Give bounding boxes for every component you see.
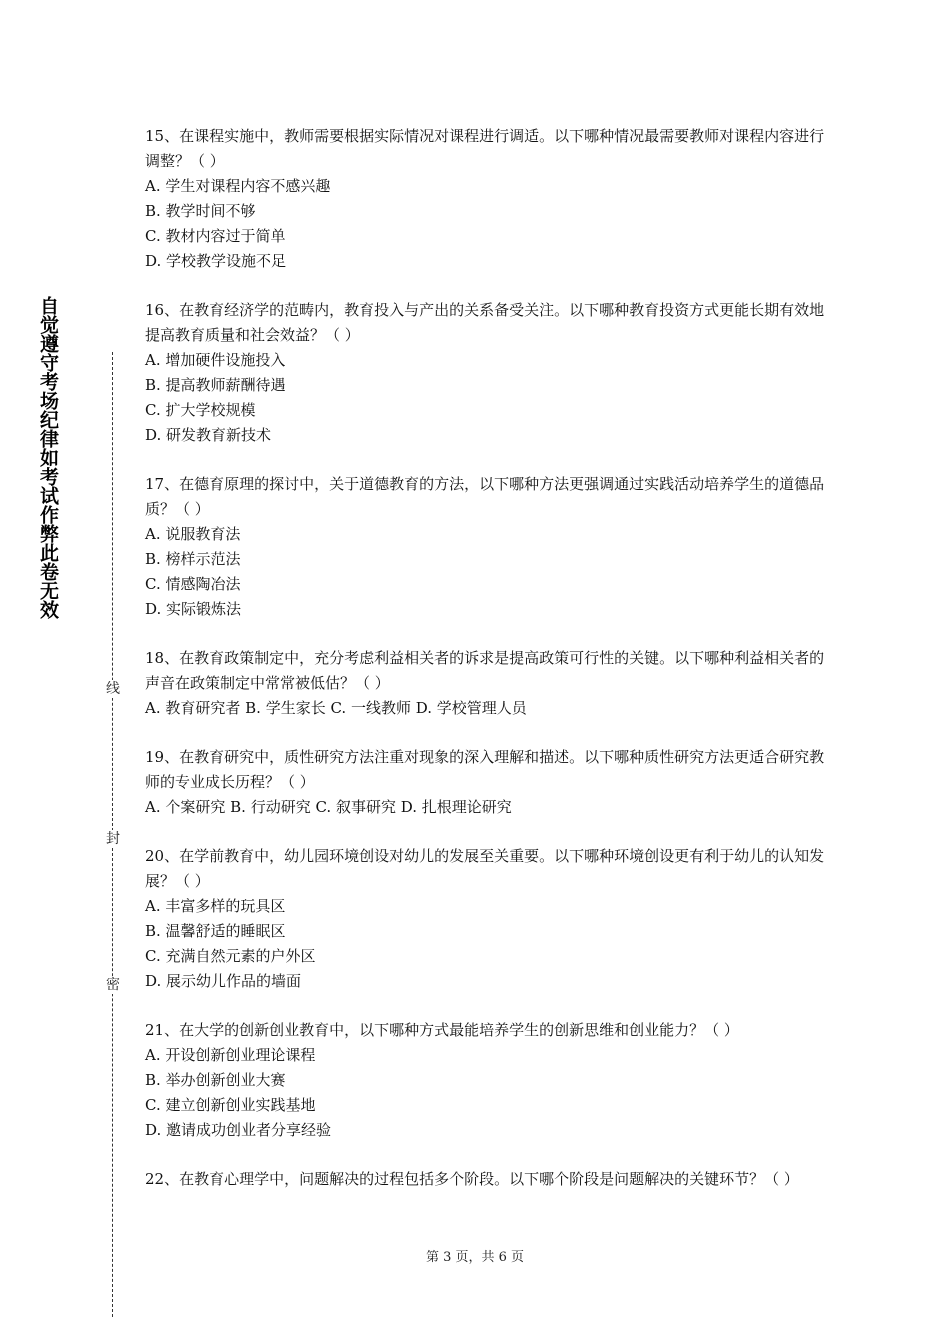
exam-discipline-notice: 自觉遵守考场纪律如考试作弊此卷无效	[37, 296, 59, 619]
question-21	[145, 1018, 825, 1143]
question-16	[145, 298, 825, 448]
question-22	[145, 1167, 825, 1192]
option-d: D. 实际锻炼法	[145, 600, 242, 618]
binding-mark-line: 线	[106, 681, 120, 697]
question-stem: 18、在教育政策制定中，充分考虑利益相关者的诉求是提高政策可行性的关键。以下哪种利益相关者的声音在政策制定中常常被低估？（ ）	[145, 649, 825, 692]
question-15	[145, 124, 825, 274]
question-stem: 19、在教育研究中，质性研究方法注重对现象的深入理解和描述。以下哪种质性研究方法更适合研究教师的专业成长历程？（ ）	[145, 748, 825, 791]
option-d: D. 展示幼儿作品的墙面	[145, 972, 302, 990]
inline-options: A. 教育研究者 B. 学生家长 C. 一线教师 D. 学校管理人员	[145, 699, 527, 717]
question-19	[145, 745, 825, 820]
question-18	[145, 646, 825, 721]
question-20	[145, 844, 825, 994]
option-a: A. 学生对课程内容不感兴趣	[145, 177, 331, 195]
option-a: A. 增加硬件设施投入	[145, 351, 286, 369]
option-c: C. 教材内容过于简单	[145, 227, 286, 245]
question-stem: 17、在德育原理的探讨中，关于道德教育的方法，以下哪种方法更强调通过实践活动培养学生的道德品质？（ ）	[145, 475, 825, 518]
option-b: B. 榜样示范法	[145, 550, 241, 568]
option-b: B. 举办创新创业大赛	[145, 1071, 286, 1089]
option-a: A. 开设创新创业理论课程	[145, 1046, 316, 1064]
option-c: C. 扩大学校规模	[145, 401, 256, 419]
question-stem: 20、在学前教育中，幼儿园环境创设对幼儿的发展至关重要。以下哪种环境创设更有利于幼儿的认知发展？（ ）	[145, 847, 825, 890]
option-d: D. 研发教育新技术	[145, 426, 272, 444]
option-c: C. 情感陶冶法	[145, 575, 241, 593]
question-list	[145, 124, 825, 1216]
inline-options: A. 个案研究 B. 行动研究 C. 叙事研究 D. 扎根理论研究	[145, 798, 512, 816]
option-b: B. 提高教师薪酬待遇	[145, 376, 286, 394]
option-b: B. 教学时间不够	[145, 202, 256, 220]
question-stem: 21、在大学的创新创业教育中，以下哪种方式最能培养学生的创新思维和创业能力？（ ）	[145, 1021, 739, 1039]
question-stem: 22、在教育心理学中，问题解决的过程包括多个阶段。以下哪个阶段是问题解决的关键环节？（ ）	[145, 1170, 799, 1188]
page-number: 第 3 页，共 6 页	[425, 1250, 525, 1265]
question-stem: 15、在课程实施中，教师需要根据实际情况对课程进行调适。以下哪种情况最需要教师对课程内容进行调整？（ ）	[145, 127, 825, 170]
question-17	[145, 472, 825, 622]
question-stem: 16、在教育经济学的范畴内，教育投入与产出的关系备受关注。以下哪种教育投资方式更能长期有效地提高教育质量和社会效益？（ ）	[145, 301, 825, 344]
option-b: B. 温馨舒适的睡眠区	[145, 922, 286, 940]
binding-mark-seal: 封	[106, 831, 120, 847]
option-a: A. 说服教育法	[145, 525, 241, 543]
option-c: C. 充满自然元素的户外区	[145, 947, 316, 965]
option-a: A. 丰富多样的玩具区	[145, 897, 286, 915]
option-c: C. 建立创新创业实践基地	[145, 1096, 316, 1114]
option-d: D. 学校教学设施不足	[145, 252, 287, 270]
option-d: D. 邀请成功创业者分享经验	[145, 1121, 332, 1139]
binding-mark-secret: 密	[106, 977, 120, 993]
